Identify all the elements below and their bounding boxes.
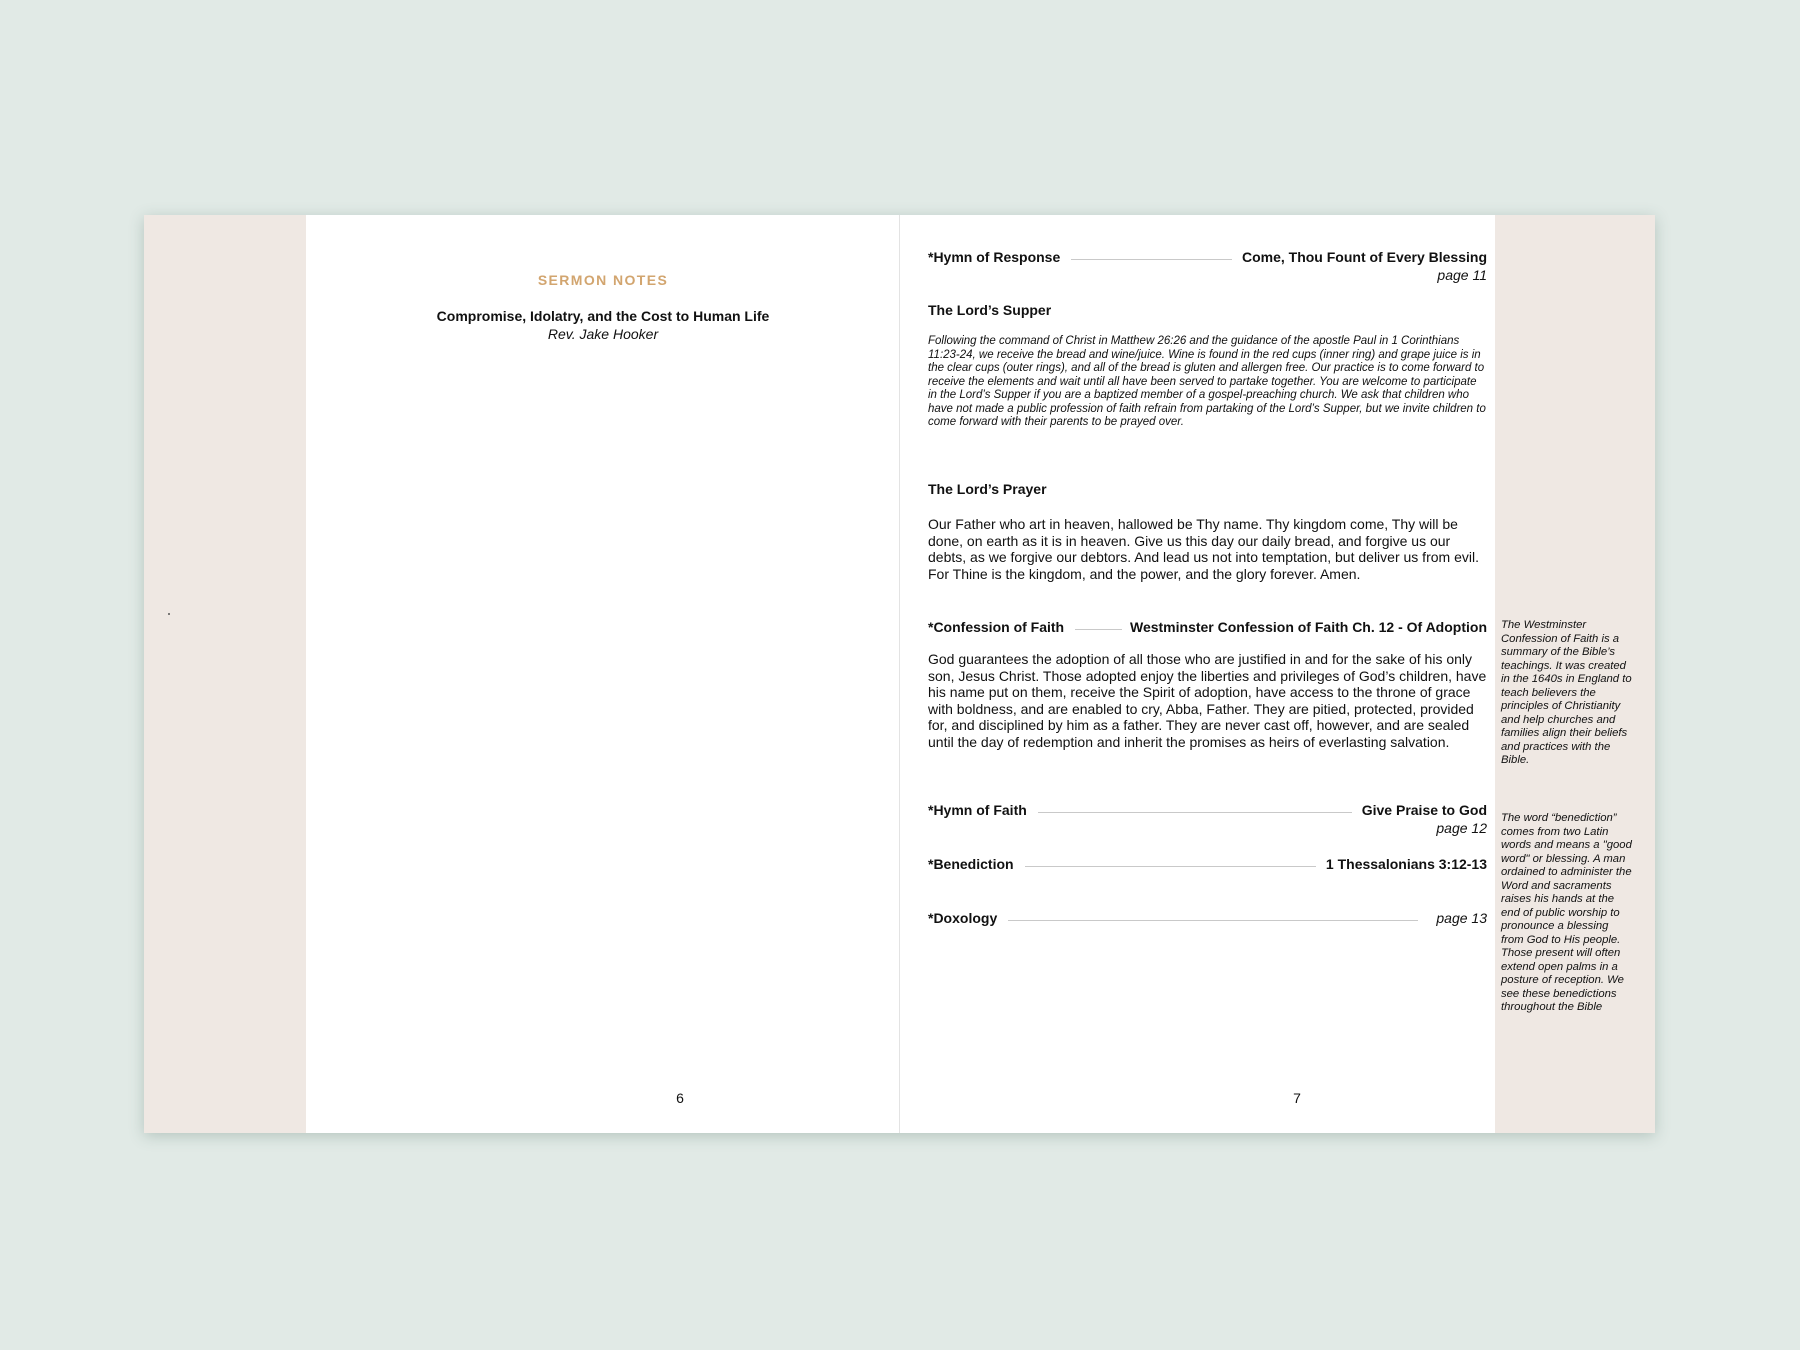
page-number-left: 6 <box>676 1090 684 1106</box>
hymn-of-faith-row <box>928 798 1487 818</box>
confession-label: *Confession of Faith <box>928 619 1065 635</box>
confession-row <box>928 615 1487 635</box>
right-margin-notes <box>1495 215 1655 1133</box>
hymn-of-response-title: Come, Thou Fount of Every Blessing <box>1241 249 1487 265</box>
hymn-of-response-row <box>928 245 1487 265</box>
page-number-right: 7 <box>1293 1090 1301 1106</box>
margin-dot <box>168 613 170 615</box>
lords-supper-text: Following the command of Christ in Matthew 26:26 and the guidance of the apostle Paul in 1 Corinthians 11:23-24, we receive the bread and wine/juice. Wine is found in the red cups (inner ring) and grape juice is in the clear cups (outer rings), and all of the bread is gluten and allergen free. Our practice is to come forward to receive the elements and wait until all have been served to partake together. You are welcome to participate in the Lord’s Supper if you are a baptized member of a gospel-preaching church. We ask that children who have not made a public profession of faith refrain from partaking of the Lord’s Supper, but we invite children to come forward with their parents to be prayed over. <box>928 335 1486 428</box>
left-margin <box>144 215 306 1133</box>
benediction-row <box>928 852 1487 872</box>
hymn-of-faith-label: *Hymn of Faith <box>928 802 1027 818</box>
hymn-of-faith-title: Give Praise to God <box>1361 802 1487 818</box>
doxology-label: *Doxology <box>928 910 998 926</box>
benediction-reference: 1 Thessalonians 3:12-13 <box>1325 856 1487 872</box>
booklet-spread <box>144 215 1655 1133</box>
hymn-of-response-label: *Hymn of Response <box>928 249 1061 265</box>
sermon-notes-heading: SERMON NOTES <box>537 272 669 288</box>
sermon-title: Compromise, Idolatry, and the Cost to Human Life <box>436 308 770 324</box>
westminster-side-note: The Westminster Confession of Faith is a summary of the Bible’s teachings. It was created in the 1640s in England to teach believers the principles of Christianity and help churches and families align their beliefs and practices with the Bible. <box>1501 619 1632 766</box>
confession-title: Westminster Confession of Faith Ch. 12 - Of Adoption <box>1129 619 1487 635</box>
doxology-page: page 13 <box>1436 910 1487 926</box>
dotted-leader <box>1008 920 1418 921</box>
dotted-leader <box>1038 812 1352 813</box>
confession-text: God guarantees the adoption of all those who are justified in and for the sake of his only son, Jesus Christ. Those adopted enjoy the liberties and privileges of God’s children, have his name put on them, receive the Spirit of adoption, have access to the throne of grace with boldness, and are enabled to cry, Abba, Father. They are pitied, protected, provided for, and disciplined by him as a father. They are never cast off, however, and are sealed until the day of redemption and inherit the promises as heirs of everlasting salvation. <box>928 651 1487 750</box>
lords-prayer-text: Our Father who art in heaven, hallowed be Thy name. Thy kingdom come, Thy will be done, on earth as it is in heaven. Give us this day our daily bread, and forgive us our debts, as we forgive our debtors. And lead us not into temptation, but deliver us from evil. For Thine is the kingdom, and the power, and the glory forever. Amen. <box>928 516 1479 582</box>
lords-prayer-heading: The Lord’s Prayer <box>928 481 1047 497</box>
sermon-author: Rev. Jake Hooker <box>547 326 659 342</box>
benediction-side-note: The word “benediction” comes from two Latin words and means a "good word" or blessing. A man ordained to administer the Word and sacraments raises his hands at the end of public worship to pronounce a blessing from God to His people. Those present will often extend open palms in a posture of reception. We see these benedictions throughout the Bible <box>1501 812 1632 1013</box>
dotted-leader <box>1025 866 1316 867</box>
hymn-of-faith-page: page 12 <box>1436 820 1487 836</box>
benediction-label: *Benediction <box>928 856 1014 872</box>
dotted-leader <box>1075 629 1122 630</box>
right-page <box>900 215 1499 1133</box>
dotted-leader <box>1071 259 1232 260</box>
hymn-of-response-page: page 11 <box>1437 267 1487 283</box>
lords-supper-heading: The Lord’s Supper <box>928 302 1052 318</box>
left-page <box>306 215 900 1133</box>
doxology-row <box>928 906 1487 926</box>
